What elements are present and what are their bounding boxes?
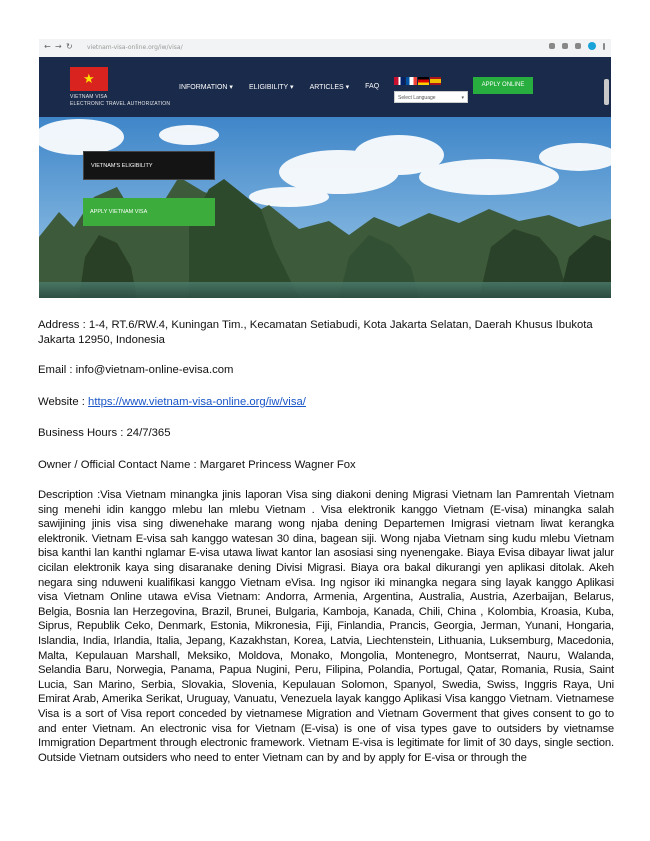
- apply-visa-button[interactable]: APPLY VIETNAM VISA: [83, 198, 215, 226]
- eligibility-button[interactable]: VIETNAM'S ELIGIBILITY: [83, 151, 215, 180]
- website-line: [38, 395, 614, 410]
- email-text: Email : info@vietnam-online-evisa.com: [38, 364, 234, 376]
- profile-avatar[interactable]: [588, 42, 596, 50]
- chevron-down-icon: ▾: [461, 95, 464, 101]
- vietnam-flag-logo[interactable]: [70, 67, 108, 91]
- menu-eligibility[interactable]: ELIGIBILITY ▾: [248, 84, 294, 91]
- address-text: Address : 1-4, RT.6/RW.4, Kuningan Tim., Kecamatan Setiabudi, Kota Jakarta Selatan, Daerah Khusus Ibukota Jakarta 12950, Indonesia: [38, 319, 593, 346]
- address-bar[interactable]: vietnam-visa-online.org/iw/visa/: [87, 44, 183, 51]
- uk-flag-icon[interactable]: [394, 77, 405, 85]
- site-brand: [70, 94, 170, 108]
- apply-online-button[interactable]: APPLY ONLINE: [473, 77, 533, 94]
- spain-flag-icon[interactable]: [430, 77, 441, 85]
- menu-faq[interactable]: FAQ: [365, 83, 380, 90]
- forward-icon[interactable]: →: [55, 42, 62, 51]
- germany-flag-icon[interactable]: [418, 77, 429, 85]
- main-menu: [179, 83, 379, 91]
- language-select-value: Select Language: [398, 95, 436, 101]
- brand-line-1: VIETNAM VISA: [70, 94, 108, 100]
- back-icon[interactable]: ←: [44, 42, 51, 51]
- menu-articles[interactable]: ARTICLES ▾: [309, 84, 350, 91]
- website-link[interactable]: https://www.vietnam-visa-online.org/iw/visa/: [88, 396, 306, 408]
- owner-text: Owner / Official Contact Name : Margaret Princess Wagner Fox: [38, 459, 356, 471]
- kebab-menu-icon[interactable]: [603, 43, 605, 50]
- hero-banner: [39, 117, 611, 298]
- language-select[interactable]: [394, 91, 468, 103]
- star-icon[interactable]: [549, 43, 555, 49]
- scrollbar-thumb[interactable]: [604, 79, 609, 105]
- reload-icon[interactable]: ↻: [66, 42, 73, 51]
- menu-information[interactable]: INFORMATION ▾: [179, 84, 233, 91]
- description-text: Description :Visa Vietnam minangka jinis laporan Visa sing diakoni dening Migrasi Vietnam lan Pamrentah Vietnam sing menehi idin kanggo mlebu lan mlebu Vietnam . Visa elektronik kanggo Vietnam (E-visa) minangka salah sawijining jinis visa sing diwenehake marang wong njaba dening Departemen Imigrasi vietnam liwat kerangka elektronik. Vietnam E-visa sah kanggo watesan 30 dina, bagean siji. Wong njaba Vietnam sing kudu mlebu Vietnam bisa kanthi lan kanthi nglamar E-visa utawa liwat kantor lan asosiasi sing nyenengake. Biaya Evisa dibayar liwat jalur cicilan elektronik kaya sing disaranake dening Divisi Migrasi. Biaya ora bakal dikurangi yen aplikasi ditolak. Akeh negara sing nduweni kualifikasi kanggo Vietnam eVisa. Ing ngisor iki minangka negara sing layak kanggo Aplikasi visa Vietnam Online utawa eVisa Vietnam: Andorra, Armenia, Argentina, Australia, Austria, Azerbaijan, Belarus, Belgia, Bosnia lan Herzegovina, Brazil, Brunei, Bulgaria, Kamboja, Kanada, Chili, China , Kolombia, Kroasia, Kuba, Siprus, Republik Ceko, Denmark, Estonia, Mikronesia, Fiji, Finlandia, Prancis, Georgia, Jerman, Yunani, Hongaria, Islandia, India, Irlandia, Italia, Jepang, Kazakhstan, Korea, Latvia, Liechtenstein, Lithuania, Luksemburg, Macedonia, Malta, Kepulauan Marshall, Meksiko, Moldova, Monako, Mongolia, Montenegro, Montserrat, Nauru, Walanda, Selandia Baru, Norwegia, Panama, Papua Nugini, Peru, Filipina, Polandia, Portugal, Qatar, Romania, Rusia, Saint Lucia, San Marino, Serbia, Slovakia, Slovenia, Kepulauan Solomon, Spanyol, Swedia, Swiss, Inggris Raya, Uni Emirat Arab, Amerika Serikat, Uruguay, Vanuatu, Venezuela layak kanggo Aplikasi Visa kanggo Vietnam. Vietnamese Visa is a sort of Visa report conceded by vietnamese Migration and Vietnam Goverment that gives consent to go to and enter Vietnam. An electronic visa for Vietnam (E-visa) is one of visa types gave to outsiders by vietnamse Immigration Department through electronic framework. Vietnam E-visa is legitimate for limit of 30 days, single section. Outside Vietnam outsiders who need to enter Vietnam can by and by apply for E-visa or through the: [38, 489, 614, 764]
- site-header: [39, 57, 611, 117]
- extension-icon[interactable]: [562, 43, 568, 49]
- website-screenshot: [39, 39, 611, 298]
- browser-actions: [549, 42, 605, 50]
- star-icon: ★: [83, 71, 95, 86]
- business-hours-text: Business Hours : 24/7/365: [38, 427, 171, 439]
- france-flag-icon[interactable]: [406, 77, 417, 85]
- language-flags: [394, 77, 441, 85]
- puzzle-icon[interactable]: [575, 43, 581, 49]
- website-label: Website :: [38, 396, 89, 408]
- brand-line-2: ELECTRONIC TRAVEL AUTHORIZATION: [70, 101, 171, 107]
- browser-toolbar: [39, 39, 611, 58]
